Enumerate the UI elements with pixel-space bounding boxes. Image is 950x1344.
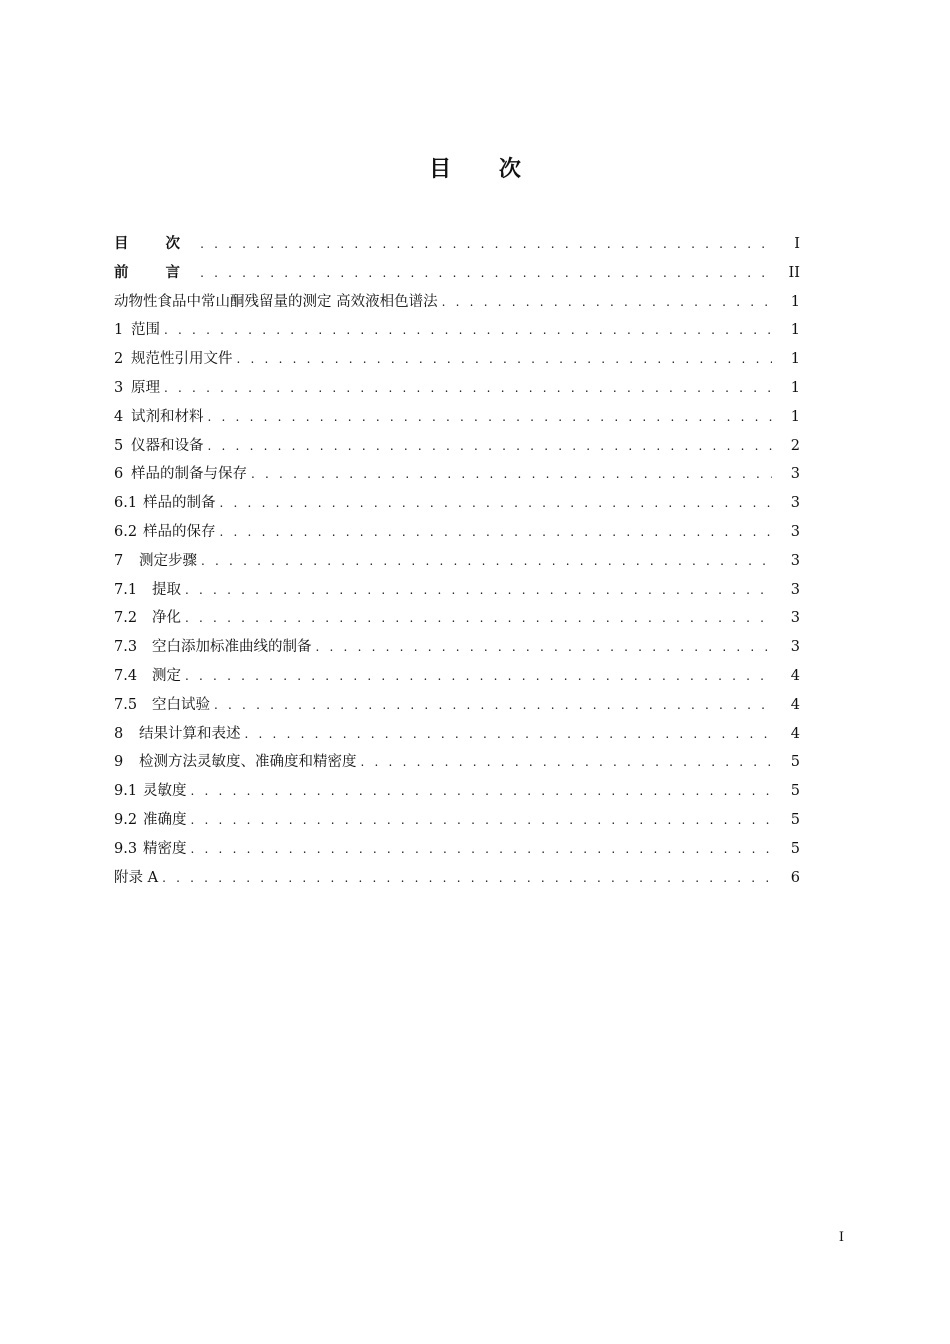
toc-entry[interactable] <box>114 316 800 345</box>
toc-entry[interactable] <box>114 518 800 547</box>
toc-entry-number: 9.1 <box>114 783 138 800</box>
toc-entry-page: 5 <box>790 783 800 800</box>
toc-entry-label <box>114 345 233 374</box>
toc-entry-page: 6 <box>790 869 800 886</box>
page-title: 目 次 <box>429 157 541 182</box>
toc-entry-page: II <box>788 264 800 281</box>
toc-entry-label <box>114 720 241 749</box>
toc-leader-dots <box>214 691 772 720</box>
toc-entry-text: 检测方法灵敏度、准确度和精密度 <box>139 754 357 771</box>
toc-entry-number: 6.2 <box>114 523 138 540</box>
toc-leader-dots <box>220 518 773 547</box>
table-of-contents <box>114 230 800 892</box>
toc-entry-text: 动物性食品中常山酮残留量的测定 高效液相色谱法 <box>114 293 438 310</box>
toc-entry-text: 样品的制备 <box>143 495 216 512</box>
toc-entry[interactable] <box>114 662 800 691</box>
toc-entry-page: 3 <box>790 581 800 598</box>
toc-leader-dots <box>200 259 772 288</box>
toc-entry[interactable] <box>114 748 800 777</box>
toc-leader-dots <box>164 316 772 345</box>
toc-leader-dots <box>316 633 773 662</box>
toc-leader-dots <box>191 777 773 806</box>
toc-entry-label <box>114 777 187 806</box>
toc-entry-page: 4 <box>790 696 800 713</box>
toc-entry-page: 1 <box>790 293 800 310</box>
toc-entry-label <box>114 489 216 518</box>
toc-entry[interactable] <box>114 633 800 662</box>
toc-leader-dots <box>185 604 772 633</box>
toc-entry-text: 提取 <box>152 581 181 598</box>
toc-entry-label <box>114 748 357 777</box>
toc-entry-label <box>114 864 158 893</box>
toc-entry-text: 空白试验 <box>152 696 210 713</box>
toc-leader-dots <box>208 403 773 432</box>
toc-leader-dots <box>208 432 773 461</box>
toc-entry-number: 9.3 <box>114 840 138 857</box>
toc-entry[interactable] <box>114 374 800 403</box>
toc-entry-label <box>114 403 204 432</box>
toc-entry-label <box>114 806 187 835</box>
toc-entry-number: 1 <box>114 322 124 339</box>
toc-entry-label <box>114 259 196 288</box>
toc-leader-dots <box>185 662 772 691</box>
toc-entry-page: 3 <box>790 466 800 483</box>
toc-entry[interactable] <box>114 432 800 461</box>
toc-entry[interactable] <box>114 259 800 288</box>
toc-entry[interactable] <box>114 777 800 806</box>
toc-entry[interactable] <box>114 806 800 835</box>
toc-entry-page: 4 <box>790 667 800 684</box>
toc-entry-label <box>114 432 204 461</box>
toc-entry[interactable] <box>114 547 800 576</box>
toc-entry-text: 测定 <box>152 667 181 684</box>
toc-entry-text: 目 次 <box>114 235 197 252</box>
toc-entry-text: 空白添加标准曲线的制备 <box>152 639 312 656</box>
toc-entry-text: 样品的保存 <box>143 523 216 540</box>
toc-entry-text: 前 言 <box>114 263 197 281</box>
toc-entry-number: 6.1 <box>114 495 138 512</box>
toc-entry-number: 7.1 <box>114 581 138 598</box>
toc-entry-text: 准确度 <box>143 811 187 828</box>
toc-entry-page: 3 <box>790 552 800 569</box>
toc-entry[interactable] <box>114 604 800 633</box>
toc-entry-page: 5 <box>790 754 800 771</box>
toc-entry[interactable] <box>114 864 800 893</box>
toc-entry-label <box>114 374 160 403</box>
toc-entry-page: 1 <box>790 351 800 368</box>
toc-entry[interactable] <box>114 691 800 720</box>
toc-entry[interactable] <box>114 403 800 432</box>
toc-leader-dots <box>237 345 773 374</box>
toc-entry-label <box>114 547 197 576</box>
toc-entry-number: 7.5 <box>114 696 138 713</box>
toc-entry[interactable] <box>114 460 800 489</box>
toc-entry-label <box>114 662 181 691</box>
toc-entry-number: 8 <box>114 725 124 742</box>
toc-entry-number: 7.2 <box>114 610 138 627</box>
toc-entry[interactable] <box>114 288 800 317</box>
toc-leader-dots <box>201 547 772 576</box>
toc-entry-text: 测定步骤 <box>139 552 197 569</box>
toc-entry-label <box>114 230 196 259</box>
toc-entry-number: 9.2 <box>114 811 138 828</box>
toc-entry-label <box>114 604 181 633</box>
toc-entry-label <box>114 460 247 489</box>
toc-entry-number: 7.3 <box>114 639 138 656</box>
toc-entry-page: 1 <box>790 408 800 425</box>
toc-entry-page: 2 <box>790 437 800 454</box>
toc-entry-text: 仪器和设备 <box>131 437 204 454</box>
toc-entry-page: 3 <box>790 523 800 540</box>
toc-entry-label <box>114 576 181 605</box>
toc-entry-text: 试剂和材料 <box>131 408 204 425</box>
toc-entry-label <box>114 633 312 662</box>
toc-entry-page: I <box>794 236 800 252</box>
toc-entry-label <box>114 835 187 864</box>
toc-leader-dots <box>191 806 773 835</box>
toc-entry[interactable] <box>114 345 800 374</box>
toc-entry-number: 5 <box>114 437 124 454</box>
toc-entry-text: 范围 <box>131 322 160 339</box>
toc-leader-dots <box>361 748 773 777</box>
toc-leader-dots <box>220 489 773 518</box>
toc-entry-text: 样品的制备与保存 <box>131 466 247 483</box>
footer-page-number: I <box>838 1230 844 1245</box>
toc-entry-number: 4 <box>114 408 124 425</box>
toc-entry[interactable] <box>114 230 800 259</box>
toc-entry-page: 1 <box>790 322 800 339</box>
toc-leader-dots <box>164 374 772 403</box>
toc-entry-number: 7.4 <box>114 667 138 684</box>
toc-entry-page: 1 <box>790 379 800 396</box>
toc-entry-number: 9 <box>114 754 124 771</box>
toc-entry-text: 结果计算和表述 <box>139 725 241 742</box>
toc-entry-text: 附录 A <box>114 869 159 886</box>
toc-entry-text: 原理 <box>131 379 160 396</box>
toc-entry-label <box>114 691 210 720</box>
toc-entry-text: 规范性引用文件 <box>131 351 233 368</box>
toc-entry-page: 3 <box>790 495 800 512</box>
toc-entry-label <box>114 518 216 547</box>
toc-entry[interactable] <box>114 489 800 518</box>
toc-entry-number: 2 <box>114 351 124 368</box>
toc-entry-page: 3 <box>790 610 800 627</box>
toc-leader-dots <box>185 576 772 605</box>
toc-entry-text: 净化 <box>152 610 181 627</box>
toc-entry-text: 灵敏度 <box>143 783 187 800</box>
toc-entry-number: 3 <box>114 379 124 396</box>
toc-leader-dots <box>442 288 772 317</box>
toc-leader-dots <box>191 835 773 864</box>
toc-entry-label <box>114 316 160 345</box>
toc-entry-page: 5 <box>790 840 800 857</box>
toc-entry-number: 6 <box>114 466 124 483</box>
toc-entry-page: 3 <box>790 639 800 656</box>
toc-entry-page: 5 <box>790 811 800 828</box>
toc-leader-dots <box>251 460 772 489</box>
toc-entry-page: 4 <box>790 725 800 742</box>
toc-entry[interactable] <box>114 835 800 864</box>
toc-entry-text: 精密度 <box>143 840 187 857</box>
toc-entry[interactable] <box>114 576 800 605</box>
toc-leader-dots <box>200 230 772 259</box>
toc-leader-dots <box>162 864 772 893</box>
toc-leader-dots <box>245 720 773 749</box>
toc-entry-number: 7 <box>114 552 124 569</box>
toc-entry-label <box>114 288 438 317</box>
toc-entry[interactable] <box>114 720 800 749</box>
